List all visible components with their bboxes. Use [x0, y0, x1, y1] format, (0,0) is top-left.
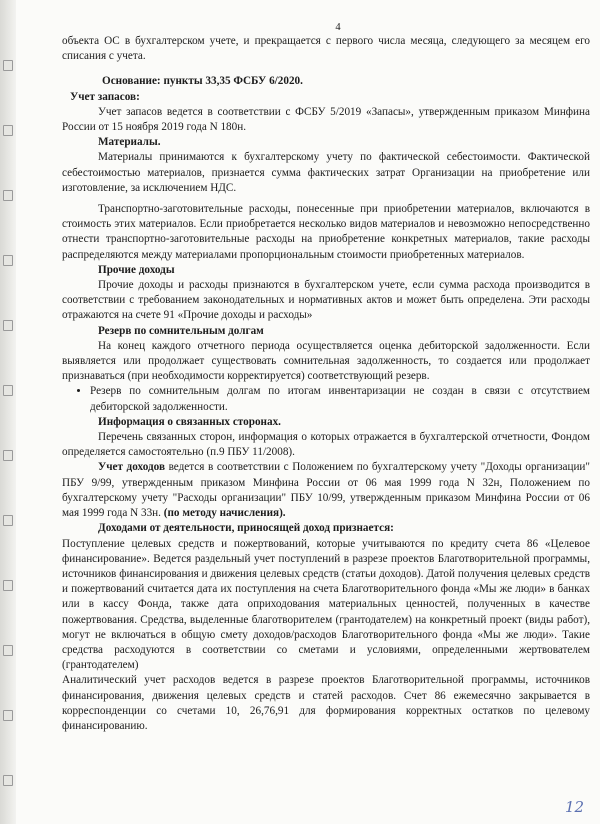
punch-hole [3, 320, 13, 331]
bullet-list [62, 384, 590, 414]
income-text: ведется в соответствии с Положением по бухгалтерскому учету "Доходы организации" ПБУ 9/99, утвержденным приказом Минфина России от 06 мая 1999 года N 32н, Положением по бухгалтерскому учету "Расходы организации" ПБУ 10/99, утвержденным приказом Минфина России от 06 мая 1999 года N 33н. [62, 461, 590, 520]
paragraph: Учет запасов ведется в соответствии с ФСБУ 5/2019 «Запасы», утвержденным приказом Минфина России от 15 ноября 2019 года N 180н. [62, 105, 590, 134]
section-heading: Доходами от деятельности, приносящей доход признается: [98, 522, 394, 535]
paragraph: Поступление целевых средств и пожертвований, которые учитываются по кредиту счета 86 «Целевое финансирование». Ведется раздельный учет поступлений в разрезе проектов Благотворительной программы, источников финансирования и движения целевых средств (статьи доходов). Датой получения целевых средств и пожертвований считается дата их поступления на счета Благотворительного фонда «Мы же люди» в банках или в кассу Фонда, также дата оприходования материальных ценностей, полученных в качестве пожертвования. Средства, выделенные благотворителем (грантодателем) на конкретный проект (виды работ), могут не включаться в общую смету доходов/расходов Благотворительного фонда «Мы же люди». Такие средства расходуются в соответствии со сметами и условиями, определенными жертвователем (грантодателем) [62, 537, 590, 672]
punch-hole [3, 580, 13, 591]
paragraph: Материалы принимаются к бухгалтерскому учету по фактической себестоимости. Фактической себестоимостью материалов, признается сумма фактических затрат Организации на приобретение или изготовление, за исключением НДС. [62, 151, 590, 194]
income-method: (по методу начисления). [163, 507, 286, 520]
section-heading: Материалы. [98, 136, 161, 149]
section-heading: Резерв по сомнительным долгам [98, 324, 264, 337]
punch-hole [3, 515, 13, 526]
paragraph: Перечень связанных сторон, информация о которых отражается в бухгалтерской отчетности, Фондом определяется самостоятельно (п.9 ПБУ 11/2008). [62, 431, 590, 459]
punch-hole [3, 450, 13, 461]
punch-hole [3, 125, 13, 136]
page-number: 4 [335, 22, 341, 33]
binding-edge [0, 0, 16, 824]
section-heading: Прочие доходы [98, 263, 175, 276]
punch-hole [3, 60, 13, 71]
list-item: • Резерв по сомнительным долгам по итогам инвентаризации не создан в связи с отсутствием дебиторской задолженности. [90, 384, 590, 414]
income-heading: Учет доходов [98, 461, 165, 474]
section-heading: Учет запасов: [70, 90, 140, 103]
punch-hole [3, 775, 13, 786]
paragraph-income [62, 460, 590, 521]
paragraph: На конец каждого отчетного периода осуществляется оценка дебиторской задолженности. Если выявляется или продолжает существовать сомнительная задолженность, то создается или продолжает признаваться (при необходимости корректируется) соответствующий резерв. [62, 339, 590, 383]
punch-hole [3, 645, 13, 656]
punch-hole [3, 190, 13, 201]
section-heading: Основание: пункты 33,35 ФСБУ 6/2020. [102, 75, 303, 88]
punch-hole [3, 255, 13, 266]
paragraph: Транспортно-заготовительные расходы, понесенные при приобретении материалов, включаются в стоимость этих материалов. Если приобретается несколько видов материалов и невозможно непосредственно отнести транспортно-заготовительные расходы на приобретение конкретных материалов, такие расходы распределяются между материалами пропорциональным стоимости приобретенных материалов. [62, 203, 590, 261]
paragraph: Прочие доходы и расходы признаются в бухгалтерском учете, если сумма расхода производится в соответствии с требованием законодательных и нормативных актов и может быть определена. Эти расходы отражаются на счете 91 «Прочие доходы и расходы» [62, 279, 590, 322]
handwritten-page-mark: 12 [565, 798, 585, 816]
section-heading: Информация о связанных сторонах. [98, 415, 281, 428]
punch-hole [3, 710, 13, 721]
punch-hole [3, 385, 13, 396]
paragraph: Аналитический учет расходов ведется в разрезе проектов Благотворительной программы, источников финансирования, движения целевых средств и статей расходов. Счет 86 ежемесячно закрывается в корреспонденции со счетами 10, 26,76,91 для формирования корректных остатков по целевому финансированию. [62, 674, 590, 732]
paragraph: объекта ОС в бухгалтерском учете, и прекращается с первого числа месяца, следующего за месяцем его списания с учета. [62, 35, 590, 63]
document-body [62, 22, 590, 734]
